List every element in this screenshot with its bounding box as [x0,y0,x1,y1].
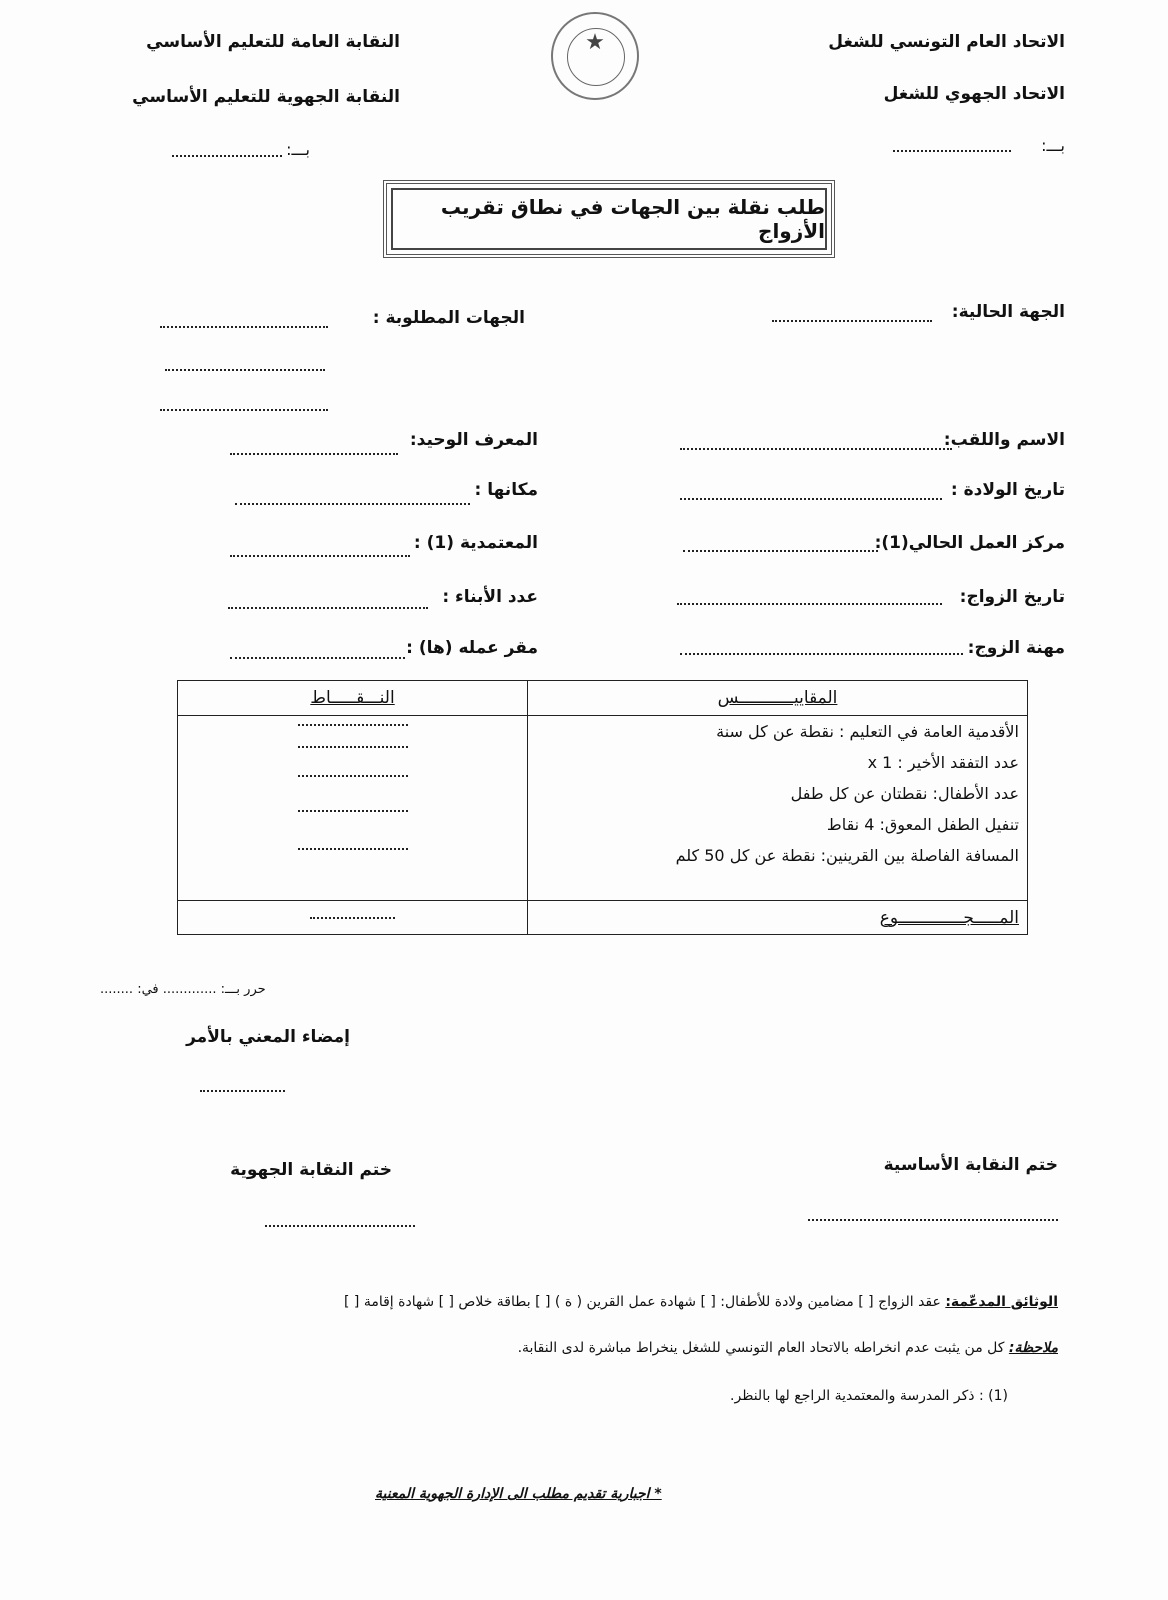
left-ref-label: بـــ: [286,140,310,159]
points-children[interactable] [186,760,519,791]
total-label: المـــــجـــــــــــــوع [528,901,1028,935]
delegation-field[interactable] [230,555,410,557]
points-seniority[interactable] [186,716,519,734]
points-inspection[interactable] [186,734,519,760]
current-region-field[interactable] [772,320,932,322]
birthplace-field[interactable] [235,503,470,505]
points-header: النـــقـــــاط [178,681,528,716]
workplace-field[interactable] [683,550,878,552]
criterion-distance: المسافة الفاصلة بين القرينين: نقطة عن كل 50 كلم [675,846,1019,865]
current-region-label: الجهة الحالية: [951,302,1065,322]
spouse-job-label: مهنة الزوج: [967,638,1065,658]
documents-checklist[interactable]: عقد الزواج [ ] مضامين ولادة للأطفال: [ ] شهادة عمل القرين ( ة ) [ ] بطاقة خلاص [ ] شهادة إقامة [ ] [344,1294,941,1310]
supporting-documents [344,1294,1058,1310]
signature-field[interactable] [200,1090,285,1092]
note-label: ملاحظة: [1008,1340,1058,1356]
criteria-header: المقاييـــــــــــس [528,681,1028,716]
marriage-date-field[interactable] [677,603,942,605]
spouse-workplace-label: مقر عمله (ها) : [406,638,538,658]
right-ref-field[interactable] [893,150,1011,152]
criterion-seniority: الأقدمية العامة في التعليم : نقطة عن كل سنة [716,722,1019,741]
mandatory-note: * اجبارية تقديم مطلب الى الإدارة الجهوية المعنية [375,1486,662,1502]
requested-region-1-field[interactable] [160,326,328,328]
birthdate-field[interactable] [680,498,942,500]
children-count-field[interactable] [228,607,428,609]
regional-syndicate-stamp-label: ختم النقابة الجهوية [230,1160,392,1180]
regional-syndicate-name: النقابة الجهوية للتعليم الأساسي [132,87,400,107]
signature-label: إمضاء المعني بالأمر [186,1027,350,1047]
fullname-field[interactable] [680,448,952,450]
points-distance[interactable] [186,831,519,867]
criterion-disabled-child: تنفيل الطفل المعوق: 4 نقاط [826,815,1019,834]
note [518,1340,1058,1356]
regional-union-name: الاتحاد الجهوي للشغل [883,84,1065,104]
basic-syndicate-stamp-label: ختم النقابة الأساسية [883,1155,1058,1175]
note-text: كل من يثبت عدم انخراطه بالاتحاد العام التونسي للشغل ينخراط مباشرة لدى النقابة. [517,1340,1005,1356]
general-syndicate-name: النقابة العامة للتعليم الأساسي [146,32,400,52]
children-count-label: عدد الأبناء : [442,587,538,607]
left-ref-field[interactable] [172,155,282,157]
ugtt-logo [551,12,639,100]
criteria-table [177,680,1028,935]
birthplace-label: مكانها : [474,480,538,500]
criterion-children: عدد الأطفال: نقطتان عن كل طفل [790,784,1019,803]
basic-stamp-field[interactable] [808,1219,1058,1221]
documents-label: الوثائق المدعّمة: [945,1294,1058,1310]
total-row [178,901,1028,935]
fullname-label: الاسم واللقب: [943,430,1065,450]
requested-region-3-field[interactable] [160,409,328,411]
requested-regions-label: الجهات المطلوبة : [372,308,525,328]
birthdate-label: تاريخ الولادة : [950,480,1065,500]
delegation-label: المعتمدية (1) : [413,533,538,553]
footnote: (1) : ذكر المدرسة والمعتمدية الراجع لها بالنظر. [730,1388,1008,1404]
marriage-date-label: تاريخ الزواج: [959,587,1065,607]
table-header-row [178,681,1028,716]
written-at-field[interactable]: حرر بـــ: ............. في: ........ [100,982,266,997]
requested-region-2-field[interactable] [165,369,325,371]
spouse-workplace-field[interactable] [230,657,405,659]
right-ref-label: بـــ: [1041,136,1065,155]
regional-stamp-field[interactable] [265,1225,415,1227]
unique-id-label: المعرف الوحيد: [409,430,538,450]
union-name: الاتحاد العام التونسي للشغل [828,32,1065,52]
title-box [383,180,835,258]
unique-id-field[interactable] [230,453,398,455]
table-row [178,716,1028,901]
workplace-label: مركز العمل الحالي(1): [874,533,1065,553]
page-title: طلب نقلة بين الجهات في نطاق تقريب الأزواج [391,188,827,250]
points-disabled-child[interactable] [186,791,519,831]
total-points[interactable] [178,901,528,935]
criterion-inspection: عدد التفقد الأخير : x 1 [867,753,1019,772]
star-icon: ★ [585,30,605,55]
spouse-job-field[interactable] [680,653,963,655]
